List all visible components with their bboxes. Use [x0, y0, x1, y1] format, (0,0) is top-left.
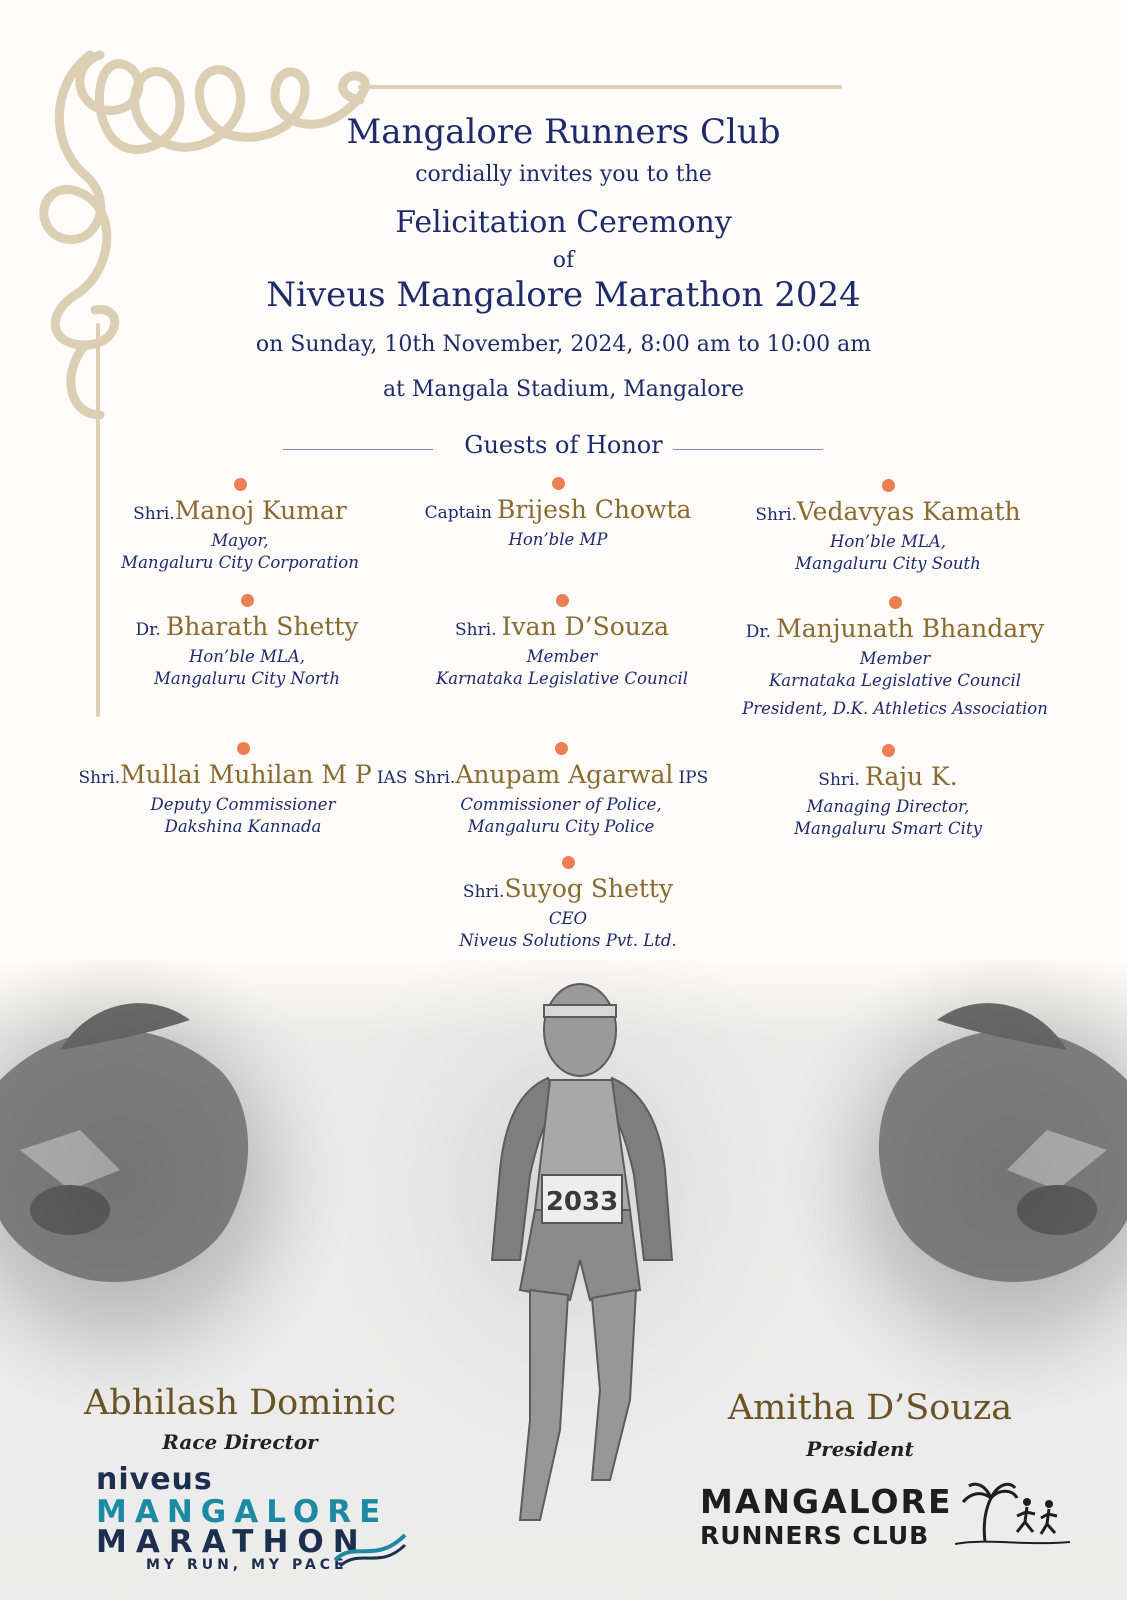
- bullet-dot: [889, 596, 902, 609]
- president-name: Amitha D’Souza: [727, 1388, 1013, 1428]
- guest-card: [382, 594, 742, 690]
- bullet-dot: [555, 742, 568, 755]
- bullet-dot: [241, 594, 254, 607]
- guest-role: Niveus Solutions Pvt. Ltd.: [459, 931, 677, 950]
- bullet-dot: [562, 856, 575, 869]
- logo-tagline: MY RUN, MY PACE: [146, 1557, 348, 1573]
- guest-role: Karnataka Legislative Council: [435, 669, 689, 688]
- guest-role: Deputy Commissioner: [150, 795, 336, 814]
- bullet-dot: [552, 477, 565, 490]
- guest-card: [708, 479, 1068, 575]
- runner-bib-number: 2033: [545, 1187, 619, 1217]
- guest-card: [708, 744, 1068, 840]
- bullet-dot: [237, 742, 250, 755]
- guests-heading: Guests of Honor: [464, 431, 663, 459]
- guest-role: Commissioner of Police,: [460, 795, 662, 814]
- guest-role: Mayor,: [211, 531, 269, 550]
- guest-role: Hon’ble MP: [508, 530, 608, 549]
- guest-name: Suyog Shetty: [504, 874, 674, 903]
- guest-prefix: Dr.: [135, 620, 161, 640]
- guest-name: Ivan D’Souza: [501, 612, 669, 641]
- club-name: Mangalore Runners Club: [346, 112, 781, 152]
- guest-card: [378, 477, 738, 551]
- guest-prefix: Shri.: [755, 505, 797, 525]
- bullet-dot: [234, 478, 247, 491]
- guest-role: Mangaluru City North: [153, 669, 341, 688]
- guest-name: Manoj Kumar: [174, 496, 347, 525]
- bullet-dot: [882, 744, 895, 757]
- guest-card: [60, 478, 420, 574]
- logo-brand: niveus: [96, 1462, 213, 1497]
- guest-role: Mangaluru City South: [795, 554, 981, 573]
- club-logo-line2: RUNNERS CLUB: [700, 1521, 930, 1550]
- guest-name: Mullai Muhilan M P: [120, 760, 372, 789]
- guest-name: Vedavyas Kamath: [796, 497, 1021, 526]
- divider-right: [673, 449, 823, 450]
- guest-name: Bharath Shetty: [165, 612, 359, 641]
- palm-runners-icon: [955, 1480, 1070, 1550]
- bullet-dot: [556, 594, 569, 607]
- guest-card: [388, 856, 748, 952]
- invite-line: cordially invites you to the: [415, 162, 712, 187]
- guest-role: Dakshina Kannada: [164, 817, 322, 836]
- guest-prefix: Captain: [424, 503, 492, 523]
- logo-line2: MARATHON: [96, 1524, 368, 1560]
- guest-role: Managing Director,: [806, 797, 970, 816]
- guest-role: Member: [859, 649, 931, 668]
- guest-name: Manjunath Bhandary: [776, 614, 1045, 643]
- bullet-dot: [882, 479, 895, 492]
- guest-card: [381, 742, 741, 838]
- guest-role: Hon’ble MLA,: [188, 647, 306, 666]
- guest-card: [63, 742, 423, 838]
- guest-role: Karnataka Legislative Council: [768, 671, 1022, 690]
- event-venue: at Mangala Stadium, Mangalore: [382, 377, 745, 402]
- guest-prefix: Shri.: [462, 882, 505, 902]
- club-logo-line1: MANGALORE: [700, 1482, 953, 1521]
- wave-icon: [330, 1530, 410, 1570]
- event-date-time: on Sunday, 10th November, 2024, 8:00 am to 10:00 am: [255, 332, 872, 357]
- guest-prefix: Shri.: [133, 504, 175, 524]
- guest-suffix: IPS: [678, 768, 709, 788]
- guest-role: CEO: [548, 909, 588, 928]
- president-title: President: [806, 1437, 914, 1461]
- of-word: of: [552, 248, 575, 273]
- logo-line1: MANGALORE: [96, 1494, 389, 1530]
- guest-prefix: Shri.: [413, 768, 456, 788]
- guest-suffix: IAS: [376, 768, 408, 788]
- guest-role: Mangaluru City Corporation: [121, 553, 359, 572]
- guest-name: Brijesh Chowta: [497, 495, 692, 524]
- guest-role: Mangaluru City Police: [467, 817, 655, 836]
- race-director-title: Race Director: [162, 1430, 318, 1454]
- ceremony-title: Felicitation Ceremony: [395, 205, 732, 240]
- event-title: Niveus Mangalore Marathon 2024: [266, 275, 861, 315]
- guest-prefix: Shri.: [455, 620, 497, 640]
- guest-card: [715, 596, 1075, 720]
- guest-prefix: Dr.: [745, 622, 772, 642]
- guest-role: Member: [526, 647, 598, 666]
- guest-prefix: Shri.: [818, 770, 860, 790]
- guest-role: Mangaluru Smart City: [794, 819, 982, 838]
- guest-role: Hon’ble MLA,: [829, 532, 947, 551]
- guest-name: Raju K.: [864, 762, 958, 791]
- guest-card: [67, 594, 427, 690]
- guest-name: Anupam Agarwal: [455, 760, 674, 789]
- guest-prefix: Shri.: [78, 768, 121, 788]
- guest-role: President, D.K. Athletics Association: [742, 699, 1048, 718]
- race-director-name: Abhilash Dominic: [84, 1383, 396, 1423]
- runners-club-logo: [700, 1482, 952, 1550]
